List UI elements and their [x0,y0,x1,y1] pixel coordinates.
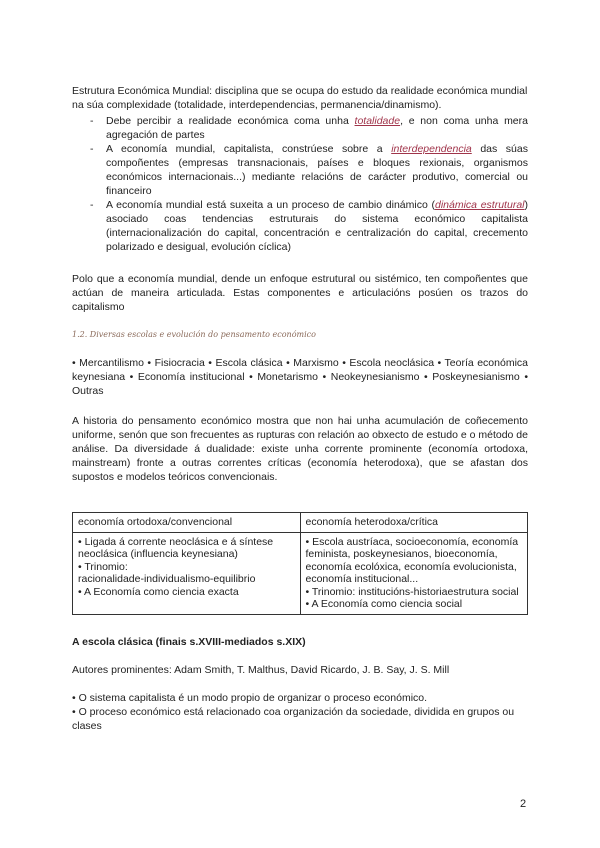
cell-line: • Trinomio: [78,560,128,573]
classical-point: • O proceso económico está relacionado coa organización da sociedade, dividida en grupos ou clases [72,705,515,732]
table-cell-orthodox [73,532,301,614]
schools-list: • Mercantilismo • Fisiocracia • Escola clásica • Marxismo • Escola neoclásica • Teoría económica keynesiana • Economía institucional • Monetarismo • Neokeynesianismo • Poskeynesianismo • Outras [72,357,528,397]
classical-heading: A escola clásica (finais s.XVIII-mediados s.XIX) [72,635,306,648]
cell-line: • A Economía como ciencia social [305,598,463,610]
classical-point: • O sistema capitalista é un modo propio de organizar o proceso económico. [72,691,428,704]
dash-list [72,114,528,254]
table-header-cell: economía ortodoxa/convencional [73,513,301,533]
table-header-row [73,513,528,533]
term-link[interactable]: interdependencia [391,143,472,155]
list-item [90,198,528,254]
section-heading: 1.2. Diversas escolas e evolución do pensamento económico [72,330,316,339]
item-text: , e non coma unha mera agregación de partes [106,115,528,141]
item-text: das súas compoñentes (empresas transnacionais, países e bloques rexionais, organismos económicos internacionais...) mediante relacións de carácter produtivo, comercial ou financeiro [106,143,528,197]
item-text: A economía mundial, capitalista, constrúese sobre a [106,143,392,155]
comparison-table [72,512,528,615]
table-row [73,532,528,614]
item-text: A economía mundial está suxeita a un proceso de cambio dinámico ( [106,199,435,211]
cell-line: • Trinomio: institucións-historiaestrutura social [305,585,519,598]
term-link[interactable]: totalidade [354,115,401,127]
cell-line: • Escola austríaca, socioeconomía, economía feminista, poskeynesianos, bioeconomía, economía ecolóxica, economía evolucionista, economía institucional... [305,535,519,585]
table-cell-heterodox [300,532,528,614]
list-item [90,114,528,142]
history-paragraph: A historia do pensamento económico mostra que non hai unha acumulación de coñecemento uniforme, senón que son frecuentes as rupturas con relación ao obxecto de estudo e o método de análise. Da diversidade á dualidade: existe unha corrente prominente (economía ortodoxa, mainstream) fronte a outras correntes críticas (economía heterodoxa), que se afastan dos supostos e modelos teóricos convencionais. [72,415,528,483]
item-text: Debe percibir a realidade económica coma unha [106,115,355,127]
document-page [72,84,528,733]
intro-paragraph: Estrutura Económica Mundial: disciplina que se ocupa do estudo da realidade económica mundial na súa complexidade (totalidade, interdependencias, permanencia/dinamismo). [72,85,528,111]
cell-line: • A Economía como ciencia exacta [78,585,239,598]
list-item [90,142,528,198]
structural-paragraph: Polo que a economía mundial, dende un enfoque estrutural ou sistémico, ten compoñentes que actúan de maneira articulada. Estas componentes e articulacións posúen os trazos do capitalismo [72,273,528,313]
table-header-cell: economía heterodoxa/crítica [300,513,528,533]
item-text: ) asociado coas tendencias estruturais do sistema económico capitalista (internacionalización do capital, concentración e centralización do capital, crecemento polarizado e desigual, evolución cíclica) [106,199,528,253]
cell-line: • Ligada á corrente neoclásica e á síntese neoclásica (influencia keynesiana) [78,535,274,560]
term-link[interactable]: dinámica estrutural [435,199,525,211]
cell-line: racionalidade-individualismo-equilibrio [78,573,256,585]
authors-line: Autores prominentes: Adam Smith, T. Malthus, David Ricardo, J. B. Say, J. S. Mill [72,663,450,676]
page-number: 2 [520,798,527,810]
